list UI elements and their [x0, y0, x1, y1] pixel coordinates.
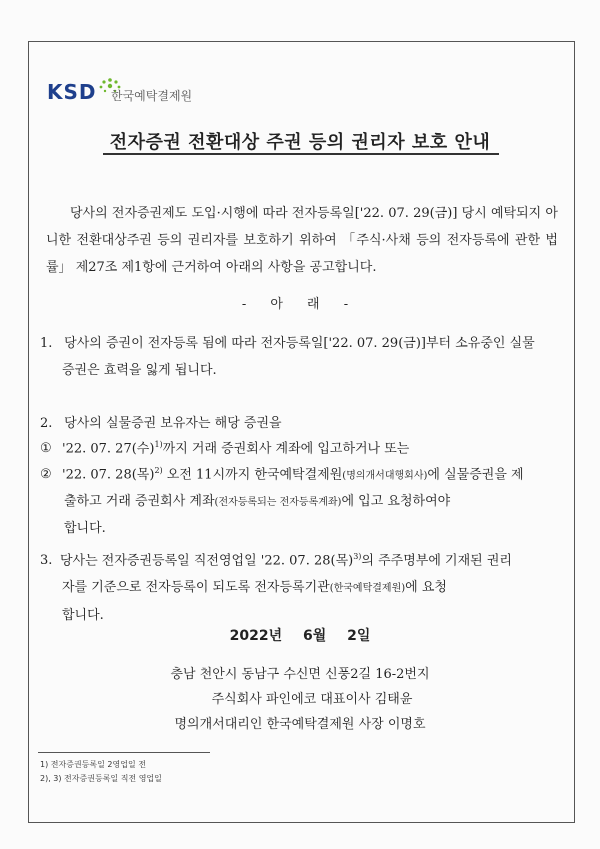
sub-2-date: '22. 07. 28(목): [62, 467, 155, 483]
item-1-line-1: 당사의 증권이 전자등록 됨에 따라 전자등록일['22. 07. 29(금)]부터 소유중인 실물: [64, 336, 535, 351]
item-3-line-2: [40, 574, 560, 602]
item-3-line-3: 합니다.: [62, 608, 104, 624]
sub-2-line-3: 합니다.: [64, 521, 106, 537]
notice-date: 2022년 6월 2일: [229, 628, 371, 644]
footnote-1: 1) 전자증권등록일 2영업일 전: [40, 760, 146, 769]
logo-abbr: KSD: [47, 80, 97, 104]
item-2-sub-2: [40, 458, 560, 542]
footnote-ref-2: 2): [154, 466, 163, 475]
item-3: [40, 543, 560, 629]
footnote-ref-3: 3): [353, 552, 362, 561]
sub-1-text: 까지 거래 증권회사 계좌에 입고하거나 또는: [162, 441, 410, 457]
circle-1-marker: ①: [40, 441, 52, 457]
sub-2-text-a: 오전 11시까지 한국예탁결제원: [162, 467, 343, 483]
item-3-line-2-a: 자를 기준으로 전자등록이 되도록 전자등록기관: [62, 580, 330, 596]
sub-2-line-2-a: 출하고 거래 증권회사 계좌: [64, 494, 215, 510]
sub-1-date: '22. 07. 27(수): [62, 441, 155, 457]
item-3-number: 3.: [40, 553, 53, 569]
sub-2-line-2-b: 에 입고 요청하여야: [341, 494, 451, 510]
item-3-small: (한국예탁결제원): [329, 583, 406, 595]
item-2-text: 당사의 실물증권 보유자는 해당 증권을: [64, 416, 282, 431]
item-3-text-b: 의 주주명부에 기재된 권리: [361, 553, 512, 569]
footnote-divider: [38, 752, 210, 753]
ksd-logo: [47, 76, 267, 110]
intro-paragraph: 당사의 전자증권제도 도입·시행에 따라 전자등록일['22. 07. 29(금)] 당시 예탁되지 아니한 전환대상주권 등의 권리자를 보호하기 위하여 「주식·사채 등의 전자등록에 관한 법률」 제27조 제1항에 근거하여 아래의 사항을 공고합니다.: [46, 206, 558, 275]
footnote-2: 2), 3) 전자증권등록일 직전 영업일: [40, 774, 162, 783]
circle-2-marker: ②: [40, 467, 52, 483]
logo-name: 한국예탁결제원: [111, 89, 193, 103]
item-3-text-a: 당사는 전자증권등록일 직전영업일 '22. 07. 28(목): [60, 553, 354, 569]
company-representative: 주식회사 파인에코 대표이사 김태윤: [211, 692, 413, 707]
footnote-ref-1: 1): [154, 440, 163, 449]
item-1-line-2: 증권은 효력을 잃게 됩니다.: [62, 363, 217, 378]
sub-2-small-b: (전자등록되는 전자등록계좌): [214, 497, 342, 509]
transfer-agent: 명의개서대리인 한국예탁결제원 사장 이명호: [174, 717, 426, 732]
page-title: 전자증권 전환대상 주권 등의 권리자 보호 안내: [109, 132, 491, 153]
item-1: [40, 330, 560, 384]
company-address: 충남 천안시 동남구 수신면 신풍2길 16-2번지: [170, 667, 430, 682]
item-2-number: 2.: [40, 416, 53, 431]
item-1-number: 1.: [40, 336, 53, 351]
sub-2-small-a: (명의개서대행회사): [342, 470, 428, 482]
item-3-line-2-b: 에 요청: [405, 580, 447, 596]
section-heading: - 아 래 -: [241, 297, 359, 312]
title-underline: [103, 153, 499, 155]
sub-2-text-c: 에 실물증권을 제: [427, 467, 524, 483]
sub-2-line-2: [40, 489, 560, 516]
